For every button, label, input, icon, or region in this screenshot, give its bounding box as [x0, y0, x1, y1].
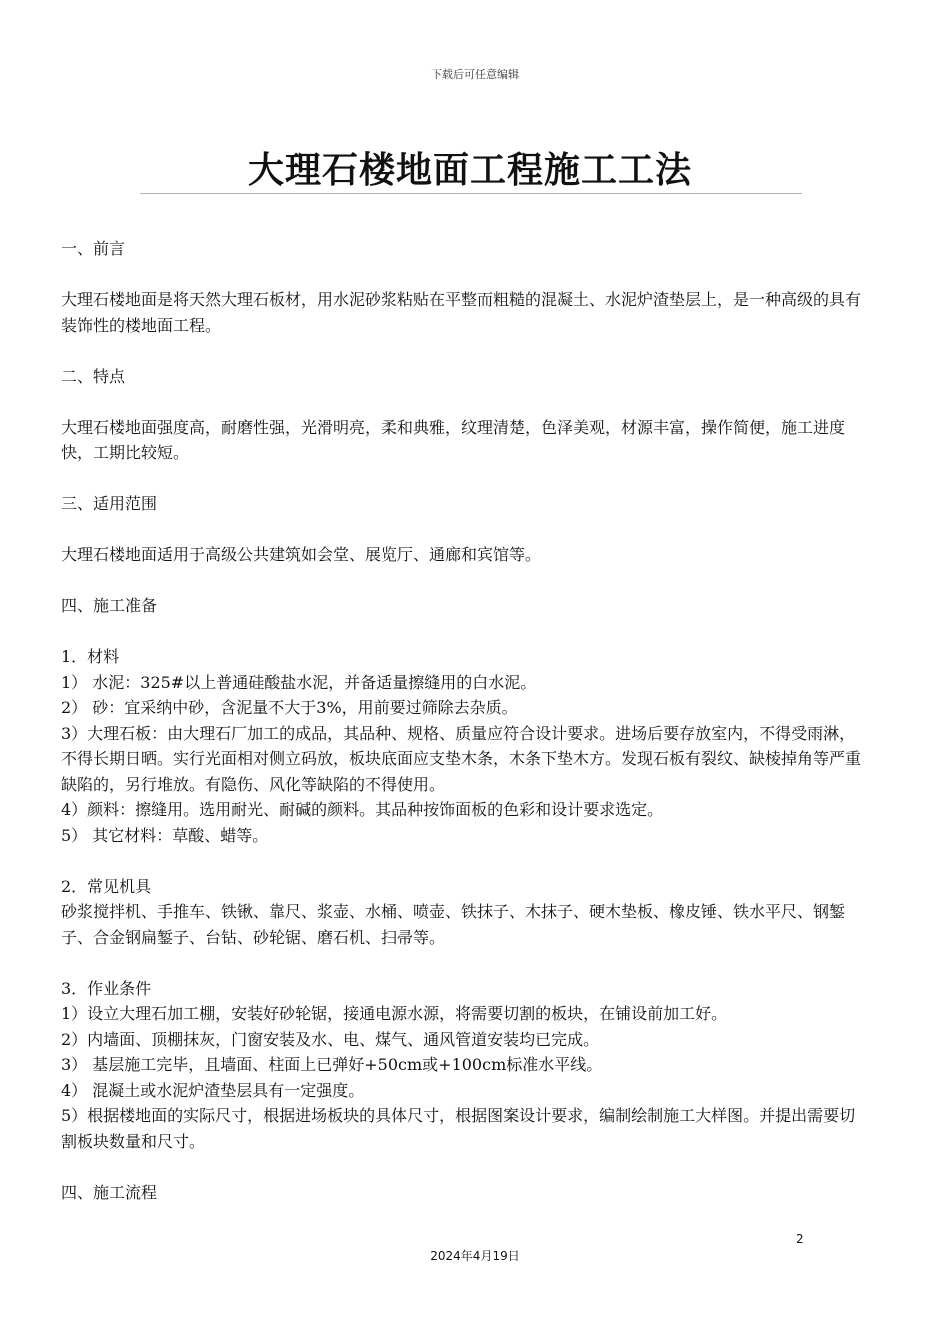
subsection-heading: 1．材料	[61, 647, 120, 666]
list-item: 3）大理石板：由大理石厂加工的成品，其品种、规格、质量应符合设计要求。进场后要存放室内，不得受雨淋，不得长期日晒。实行光面相对侧立码放，板块底面应支垫木条，木条下垫木方。发现石板有裂纹、缺棱掉角等严重缺陷的，另行堆放。有隐伤、风化等缺陷的不得使用。	[61, 723, 862, 794]
footer-date: 2024年4月19日	[430, 1249, 520, 1263]
list-item: 5） 其它材料：草酸、蜡等。	[61, 825, 269, 845]
page-number: 2	[796, 1232, 804, 1246]
title-underline	[140, 193, 802, 194]
paragraph: 砂浆搅拌机、手推车、铁锹、靠尺、浆壶、水桶、喷壶、铁抹子、木抹子、硬木垫板、橡皮锤、铁水平尺、钢錾子、合金钢扁錾子、台钻、砂轮锯、磨石机、扫帚等。	[61, 902, 846, 947]
paragraph: 大理石楼地面适用于高级公共建筑如会堂、展览厅、通廊和宾馆等。	[61, 545, 542, 564]
list-item: 1） 水泥：325#以上普通硅酸盐水泥，并备适量擦缝用的白水泥。	[61, 672, 537, 692]
paragraph: 大理石楼地面是将天然大理石板材，用水泥砂浆粘贴在平整而粗糙的混凝土、水泥炉渣垫层上，是一种高级的具有装饰性的楼地面工程。	[61, 290, 862, 335]
section-heading: 一、前言	[61, 239, 126, 258]
subsection-heading: 3．作业条件	[61, 978, 152, 998]
section-heading: 四、施工准备	[61, 596, 158, 615]
section-heading: 三、适用范围	[61, 494, 158, 513]
list-item: 5）根据楼地面的实际尺寸，根据进场板块的具体尺寸，根据图案设计要求，编制绘制施工大样图。并提出需要切割板块数量和尺寸。	[61, 1106, 856, 1151]
paragraph: 大理石楼地面强度高，耐磨性强，光滑明亮，柔和典雅，纹理清楚，色泽美观，材源丰富，操作简便，施工进度快，工期比较短。	[61, 417, 846, 462]
document-body	[61, 236, 869, 1205]
list-item: 4）颜料：擦缝用。选用耐光、耐碱的颜料。其品种按饰面板的色彩和设计要求选定。	[61, 800, 664, 819]
document-title: 大理石楼地面工程施工工法	[247, 150, 692, 191]
subsection-heading: 2．常见机具	[61, 876, 152, 896]
list-item: 2） 砂：宜采纳中砂，含泥量不大于3%，用前要过筛除去杂质。	[61, 698, 518, 717]
section-heading: 四、施工流程	[61, 1182, 158, 1202]
list-item: 4） 混凝土或水泥炉渣垫层具有一定强度。	[61, 1080, 365, 1100]
list-item: 1）设立大理石加工棚，安装好砂轮锯，接通电源水源，将需要切割的板块，在铺设前加工好。	[61, 1004, 728, 1023]
section-heading: 二、特点	[61, 366, 126, 386]
list-item: 2）内墙面、顶棚抹灰，门窗安装及水、电、煤气、通风管道安装均已完成。	[61, 1029, 600, 1049]
header-note: 下载后可任意编辑	[431, 68, 519, 81]
list-item: 3） 基层施工完毕，且墙面、柱面上已弹好+50cm或+100cm标准水平线。	[61, 1055, 603, 1074]
